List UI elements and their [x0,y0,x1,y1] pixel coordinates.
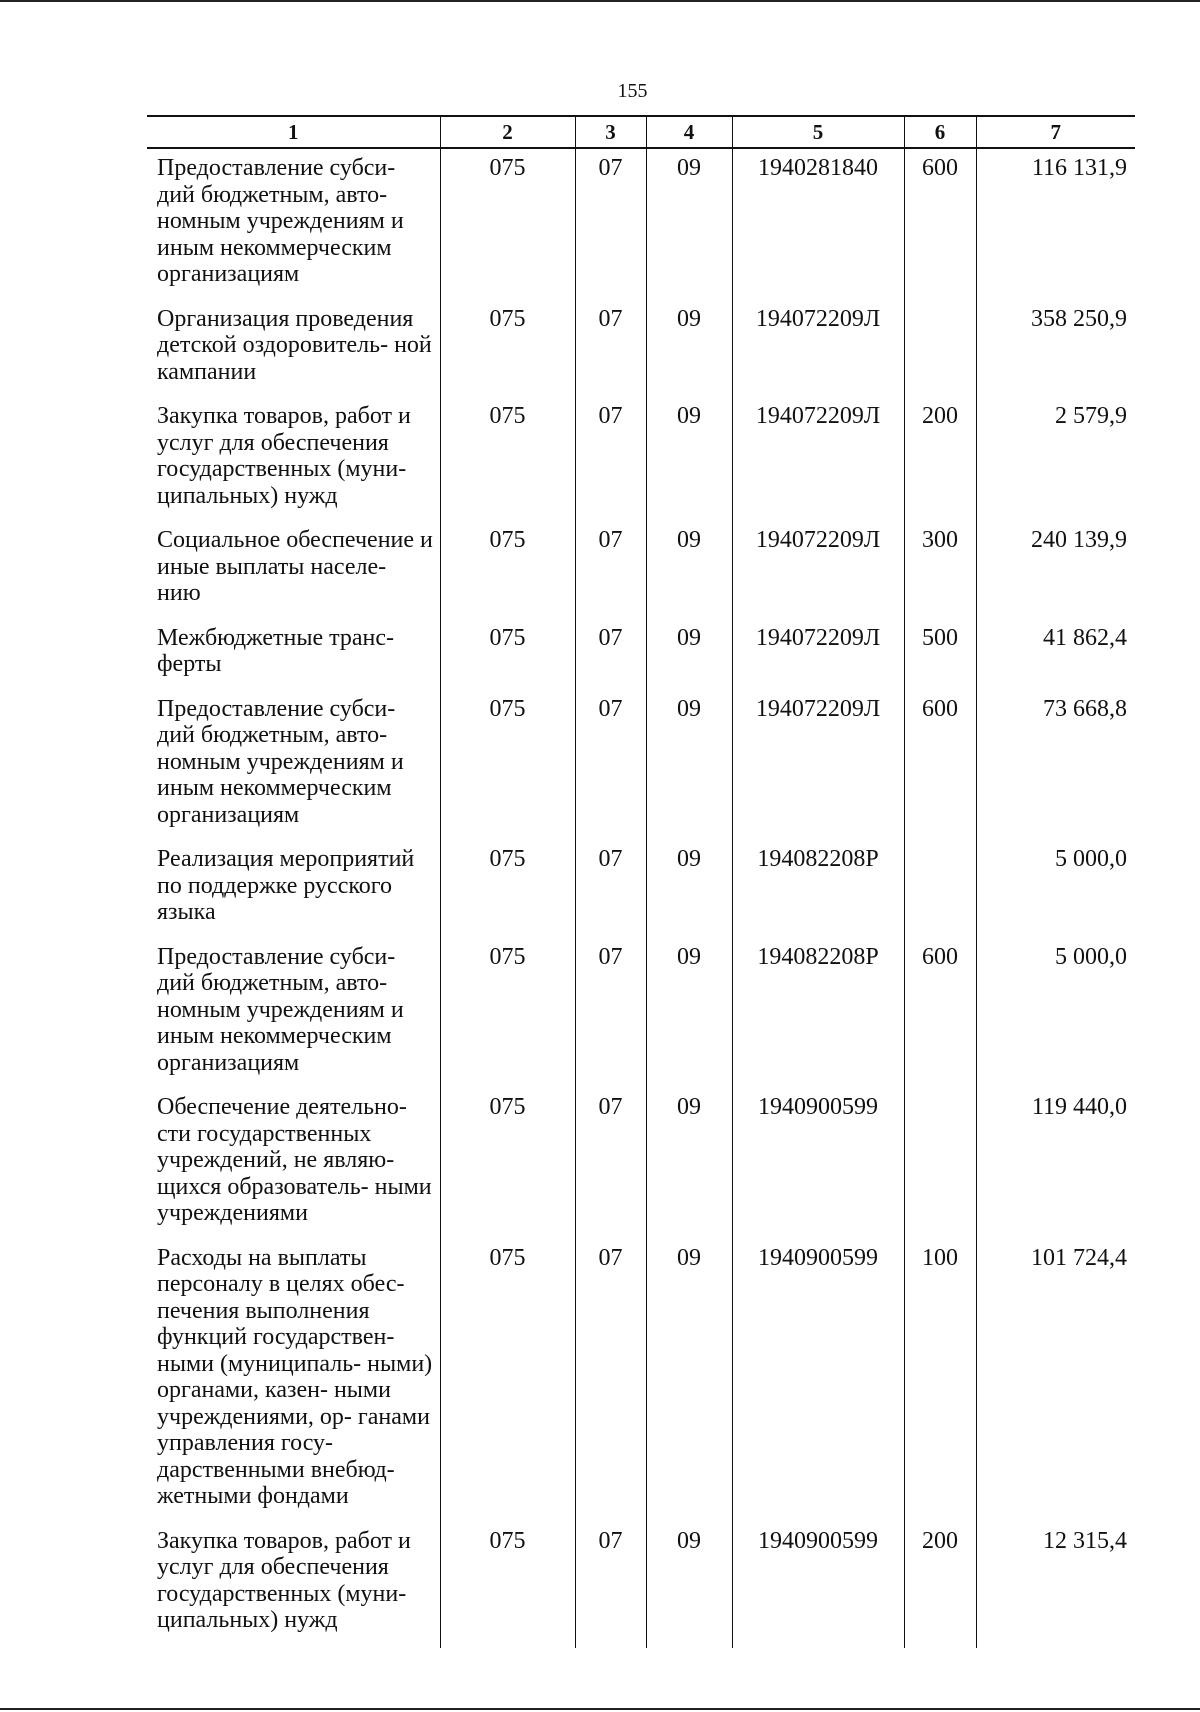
header-row [147,116,1135,148]
table-body [147,148,1135,1648]
table-header [147,116,1135,148]
cell-amount: 12 315,4 [976,1522,1135,1648]
cell-section: 07 [575,938,646,1089]
cell-amount: 5 000,0 [976,840,1135,938]
cell-subsection: 09 [646,1088,732,1239]
cell-target-article: 1940900599 [732,1522,904,1648]
cell-expense-type: 300 [904,521,976,619]
cell-name: Предоставление субси- дий бюджетным, авто- номным учреждениям и иным некоммерческим организациям [157,155,404,287]
cell-section: 07 [575,619,646,690]
cell-target-article: 194072209Л [732,397,904,521]
cell-amount: 41 862,4 [976,619,1135,690]
cell-name: Реализация мероприятий по поддержке русского языка [157,846,415,925]
cell-target-article: 1940900599 [732,1239,904,1522]
table-row [147,840,1135,938]
cell-section: 07 [575,300,646,398]
cell-amount: 119 440,0 [976,1088,1135,1239]
cell-target-article: 1940900599 [732,1088,904,1239]
table-row [147,1239,1135,1522]
table-row [147,300,1135,398]
cell-name: Межбюджетные транс- ферты [157,624,395,677]
cell-grbs: 075 [440,938,575,1089]
table-row [147,938,1135,1089]
cell-expense-type: 600 [904,690,976,841]
cell-target-article: 194082208Р [732,840,904,938]
cell-subsection: 09 [646,938,732,1089]
cell-target-article: 1940281840 [732,148,904,300]
cell-name: Закупка товаров, работ и услуг для обеспечения государственных (муни- ципальных) нужд [157,403,411,509]
cell-target-article: 194072209Л [732,300,904,398]
budget-table [147,115,1135,1648]
page-number: 155 [617,80,648,102]
cell-section: 07 [575,1239,646,1522]
cell-grbs: 075 [440,619,575,690]
cell-subsection: 09 [646,521,732,619]
cell-expense-type: 600 [904,938,976,1089]
cell-section: 07 [575,521,646,619]
page-border-bottom [0,1708,1200,1710]
header-col-4: 4 [646,116,732,148]
cell-grbs: 075 [440,300,575,398]
cell-grbs: 075 [440,397,575,521]
table-row [147,1522,1135,1648]
cell-target-article: 194082208Р [732,938,904,1089]
cell-subsection: 09 [646,690,732,841]
cell-expense-type: 600 [904,148,976,300]
cell-subsection: 09 [646,1522,732,1648]
cell-grbs: 075 [440,148,575,300]
cell-expense-type [904,840,976,938]
cell-section: 07 [575,397,646,521]
cell-amount: 2 579,9 [976,397,1135,521]
header-col-3: 3 [575,116,646,148]
header-col-1: 1 [147,116,440,148]
cell-expense-type: 100 [904,1239,976,1522]
cell-section: 07 [575,840,646,938]
table-row [147,1088,1135,1239]
cell-expense-type: 200 [904,397,976,521]
page-border-top [0,0,1200,2]
cell-grbs: 075 [440,521,575,619]
cell-grbs: 075 [440,690,575,841]
cell-grbs: 075 [440,1522,575,1648]
cell-grbs: 075 [440,1239,575,1522]
table-row [147,521,1135,619]
table-row [147,690,1135,841]
cell-target-article: 194072209Л [732,619,904,690]
cell-amount: 73 668,8 [976,690,1135,841]
cell-grbs: 075 [440,840,575,938]
cell-subsection: 09 [646,619,732,690]
cell-subsection: 09 [646,300,732,398]
cell-name: Предоставление субси- дий бюджетным, авто- номным учреждениям и иным некоммерческим организациям [157,943,404,1076]
cell-name: Обеспечение деятельно- сти государственных учреждений, не являю- щихся образователь- ными учреждениями [157,1094,432,1226]
cell-name: Предоставление субси- дий бюджетным, авто- номным учреждениям и иным некоммерческим организациям [157,695,404,828]
cell-subsection: 09 [646,840,732,938]
header-col-7: 7 [976,116,1135,148]
table-row [147,148,1135,300]
cell-expense-type [904,1088,976,1239]
cell-subsection: 09 [646,397,732,521]
cell-target-article: 194072209Л [732,521,904,619]
header-col-5: 5 [732,116,904,148]
cell-name: Закупка товаров, работ и услуг для обеспечения государственных (муни- ципальных) нужд [157,1527,411,1633]
cell-amount: 116 131,9 [976,148,1135,300]
cell-expense-type [904,300,976,398]
table-row [147,397,1135,521]
cell-amount: 101 724,4 [976,1239,1135,1522]
cell-subsection: 09 [646,1239,732,1522]
cell-section: 07 [575,1522,646,1648]
cell-expense-type: 500 [904,619,976,690]
cell-name: Расходы на выплаты персоналу в целях обес- печения выполнения функций государствен- ными (муниципаль- ными) органами, казен- ными учреждениями, ор- ганами управления госу- дарственными внебюд- жетными фондами [157,1244,433,1509]
cell-section: 07 [575,1088,646,1239]
cell-section: 07 [575,148,646,300]
cell-target-article: 194072209Л [732,690,904,841]
cell-section: 07 [575,690,646,841]
cell-amount: 358 250,9 [976,300,1135,398]
cell-expense-type: 200 [904,1522,976,1648]
table-row [147,619,1135,690]
cell-subsection: 09 [646,148,732,300]
header-col-2: 2 [440,116,575,148]
cell-amount: 240 139,9 [976,521,1135,619]
cell-grbs: 075 [440,1088,575,1239]
cell-amount: 5 000,0 [976,938,1135,1089]
header-col-6: 6 [904,116,976,148]
cell-name: Социальное обеспечение и иные выплаты населе- нию [157,527,433,606]
cell-name: Организация проведения детской оздоровитель- ной кампании [157,305,432,385]
